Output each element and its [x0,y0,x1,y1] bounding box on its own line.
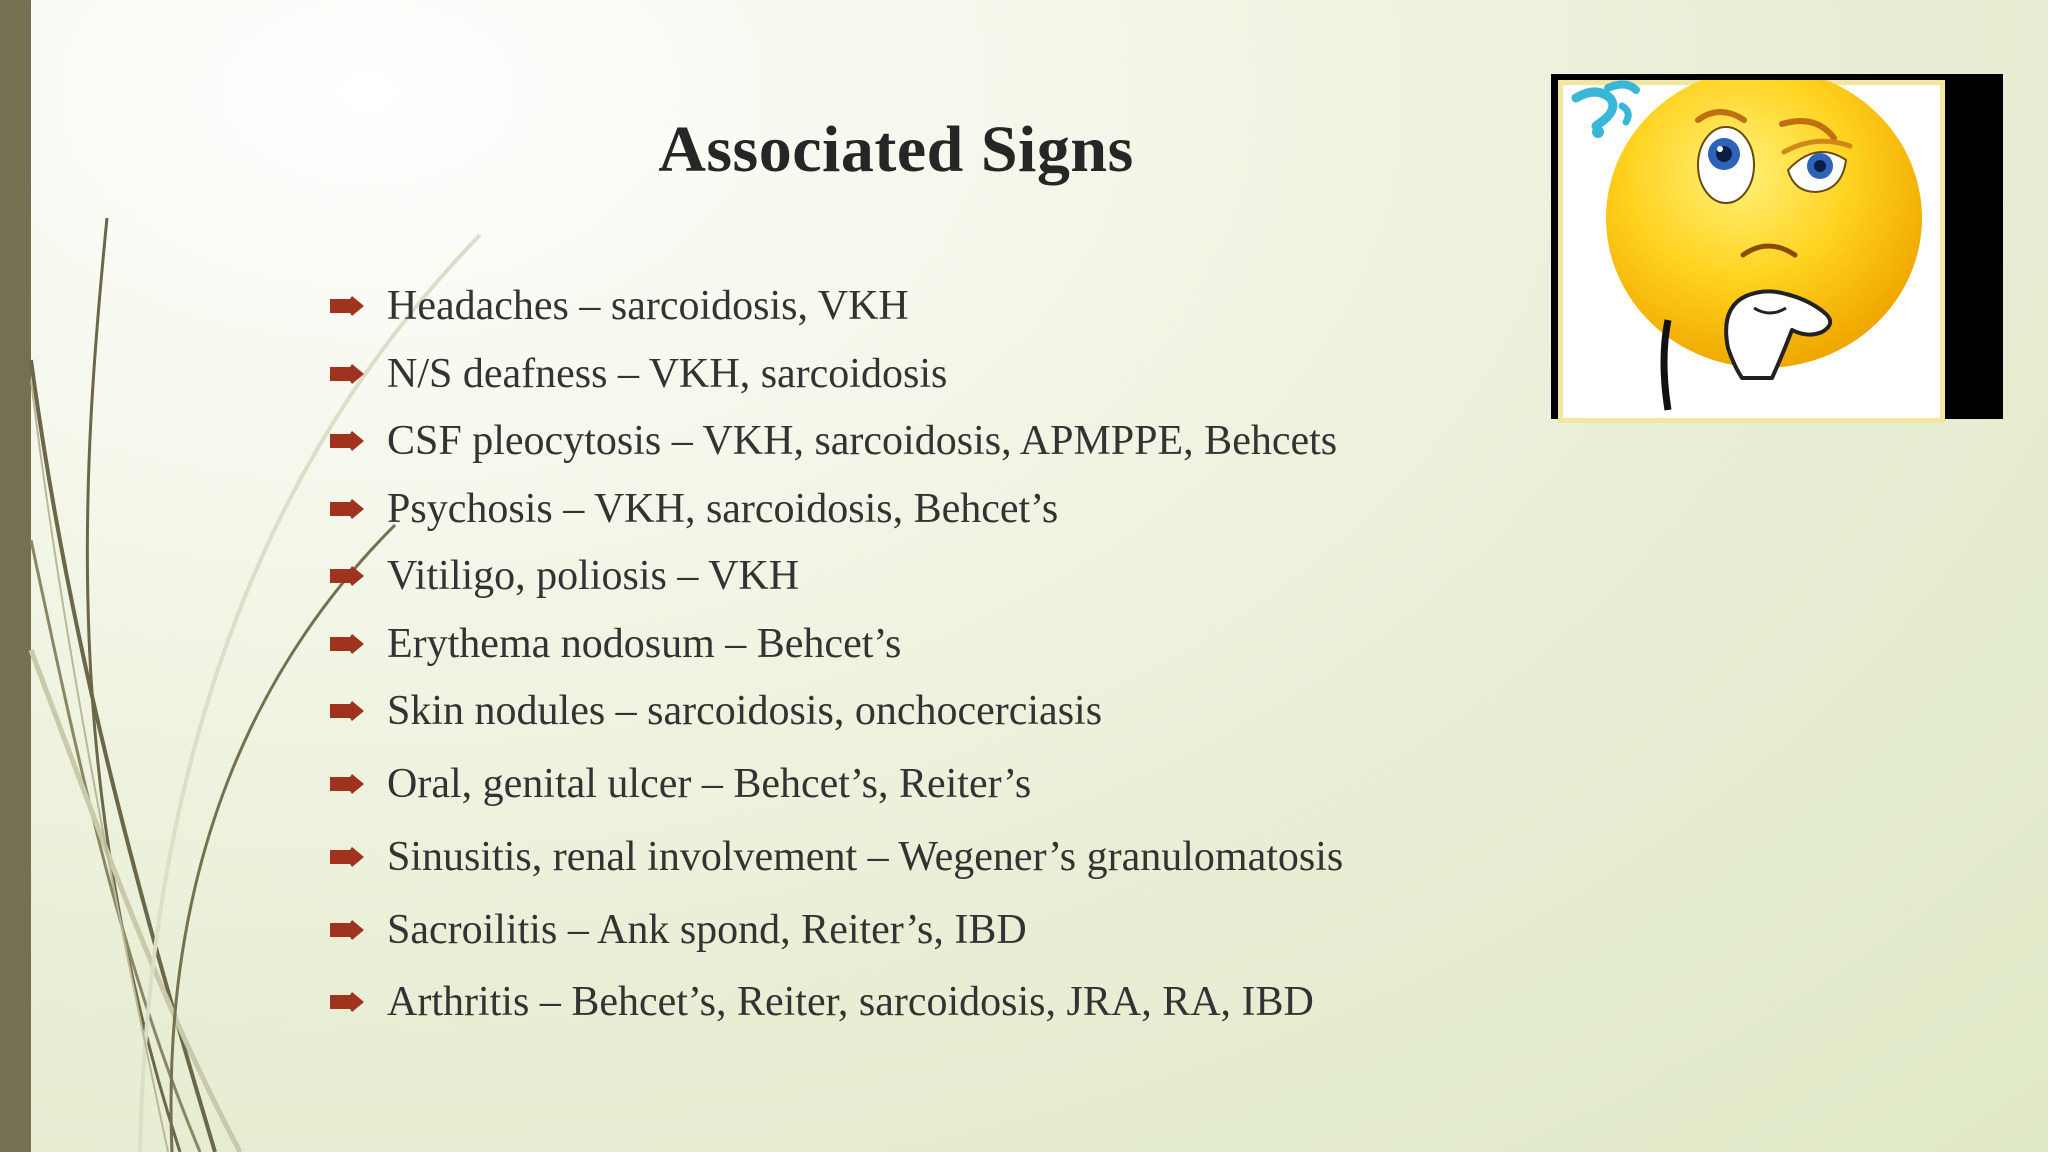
bullet-text: Sacroilitis – Ank spond, Reiter’s, IBD [387,907,1027,953]
arrow-bullet-icon [330,431,364,451]
bullet-text: Psychosis – VKH, sarcoidosis, Behcet’s [387,486,1059,532]
arrow-bullet-icon [330,296,364,316]
slide-title: Associated Signs [658,113,1134,186]
arrow-bullet-icon [330,566,364,586]
bullet-text: N/S deafness – VKH, sarcoidosis [387,351,948,397]
arrow-bullet-icon [330,992,364,1012]
arrow-bullet-icon [330,499,364,519]
bullet-text: CSF pleocytosis – VKH, sarcoidosis, APMPPE, Behcets [387,418,1338,464]
arrow-bullet-icon [330,364,364,384]
bullet-text: Sinusitis, renal involvement – Wegener’s granulomatosis [387,834,1344,880]
bullet-text: Erythema nodosum – Behcet’s [387,621,902,667]
arrow-bullet-icon [330,920,364,940]
bullet-text: Skin nodules – sarcoidosis, onchocerciasis [387,688,1103,734]
thinking-face-picture [1551,74,2003,419]
arrow-bullet-icon [330,701,364,721]
arrow-bullet-icon [330,847,364,867]
thinking-face-icon [1558,80,1945,423]
bullet-text: Vitiligo, poliosis – VKH [387,553,800,599]
bullet-text: Headaches – sarcoidosis, VKH [387,283,909,329]
bullet-text: Oral, genital ulcer – Behcet’s, Reiter’s [387,761,1032,807]
arrow-bullet-icon [330,774,364,794]
bullet-text: Arthritis – Behcet’s, Reiter, sarcoidosis, JRA, RA, IBD [387,979,1314,1025]
arrow-bullet-icon [330,634,364,654]
